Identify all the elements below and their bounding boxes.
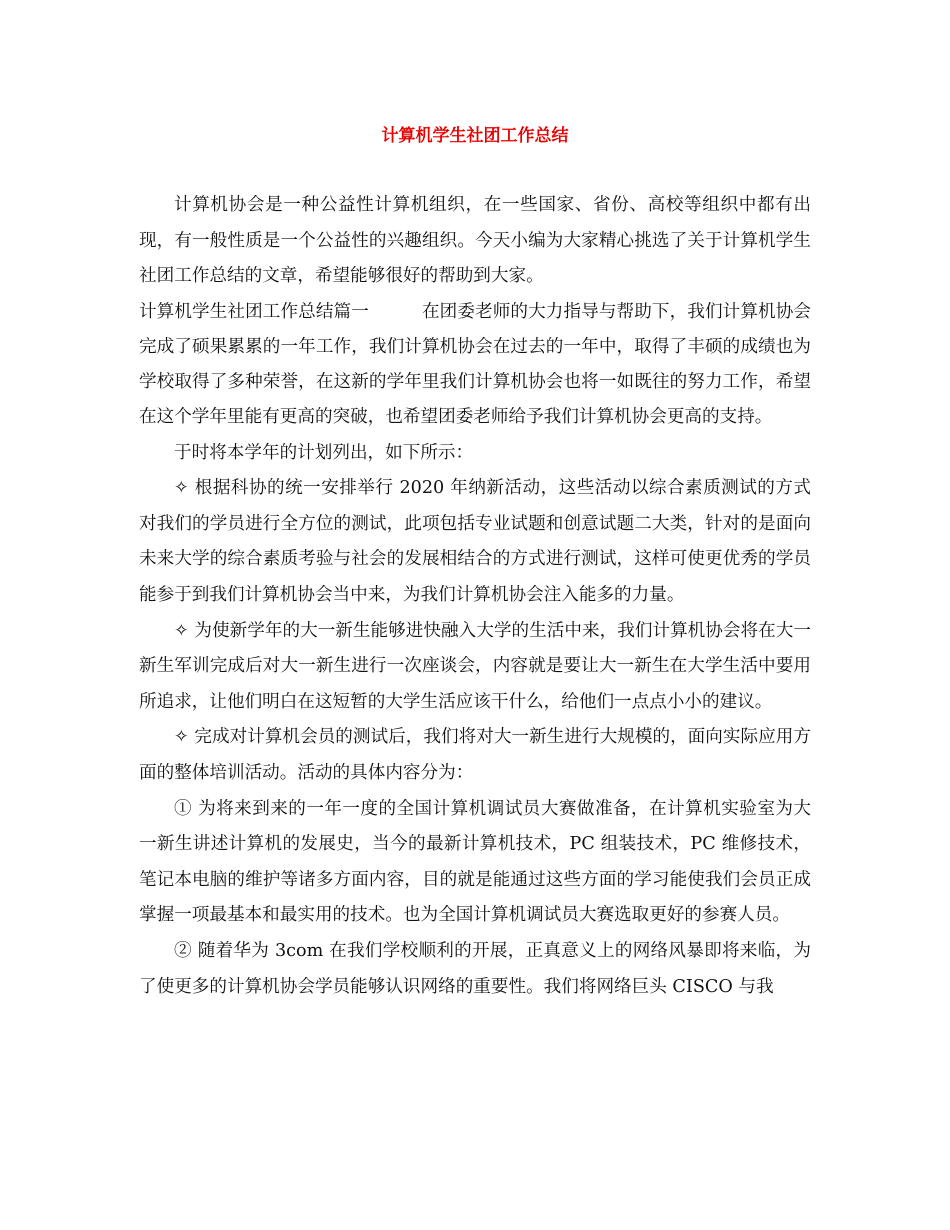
paragraph-intro: 计算机协会是一种公益性计算机组织，在一些国家、省份、高校等组织中都有出现，有一般性质是一个公益性的兴趣组织。今天小编为大家精心挑选了关于计算机学生社团工作总结的文章，希望能够很好的帮助到大家。 xyxy=(139,195,811,287)
paragraph-bullet-training: ✧ 完成对计算机会员的测试后，我们将对大一新生进行大规模的，面向实际应用方面的整体培训活动。活动的具体内容分为： xyxy=(139,727,811,783)
document-body xyxy=(139,188,811,1005)
paragraph-item-one: ① 为将来到来的一年一度的全国计算机调试员大赛做准备，在计算机实验室为大一新生讲述计算机的发展史，当今的最新计算机技术，PC 组装技术，PC 维修技术，笔记本电脑的维护等诸多方面内容，目的就是能通过这些方面的学习能使我们会员正成掌握一项最基本和最实用的技术。也为全国计算机调试员大赛选取更好的参赛人员。 xyxy=(139,798,811,926)
paragraph-item-two: ② 随着华为 3com 在我们学校顺利的开展，正真意义上的网络风暴即将来临，为了使更多的计算机协会学员能够认识网络的重要性。我们将网络巨头 CISCO 与我 xyxy=(139,940,811,997)
paragraph-bullet-recruitment: ✧ 根据科协的统一安排举行 2020 年纳新活动，这些活动以综合素质测试的方式对我们的学员进行全方位的测试，此项包括专业试题和创意试题二大类，针对的是面向未来大学的综合素质考验与社会的发展相结合的方式进行测试，这样可使更优秀的学员能参于到我们计算机协会当中来，为我们计算机协会注入能多的力量。 xyxy=(139,478,811,605)
paragraph-bullet-freshman-meeting: ✧ 为使新学年的大一新生能够进快融入大学的生活中来，我们计算机协会将在大一新生军训完成后对大一新生进行一次座谈会，内容就是要让大一新生在大学生活中要用所追求，让他们明白在这短暂的大学生活应该干什么，给他们一点点小小的建议。 xyxy=(139,620,811,712)
paragraph-plan-intro: 于时将本学年的计划列出，如下所示： xyxy=(174,442,474,463)
document-title: 计算机学生社团工作总结 xyxy=(381,126,569,146)
paragraph-section-one: 计算机学生社团工作总结篇一 在团委老师的大力指导与帮助下，我们计算机协会完成了硕果累累的一年工作，我们计算机协会在过去的一年中，取得了丰硕的成绩也为学校取得了多种荣誉，在这新的学年里我们计算机协会也将一如既往的努力工作，希望在这个学年里能有更高的突破，也希望团委老师给予我们计算机协会更高的支持。 xyxy=(139,301,811,428)
